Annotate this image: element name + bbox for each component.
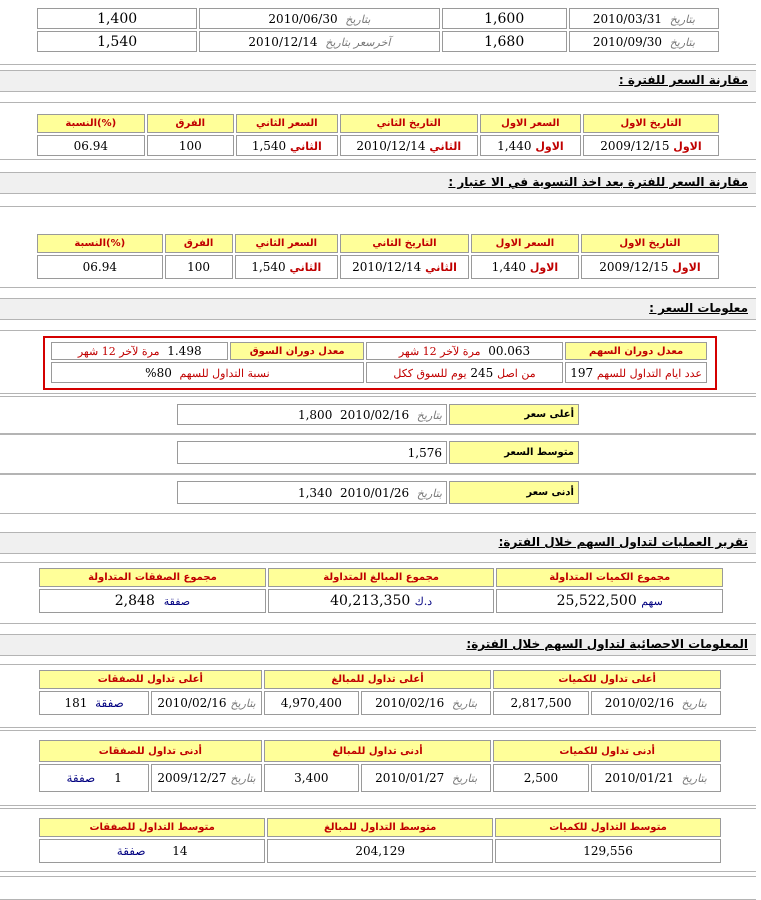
table-row: بتاريخ 2010/01/21 2,500 بتاريخ 2010/01/27 3,400 بتاريخ 2009/12/27 1 صفقة [39,764,721,792]
average-price-table [175,439,581,466]
compare-table [35,112,721,158]
stock-turnover-label: معدل دوران السهم [565,342,707,360]
table-header-row [39,568,723,587]
highest-price-table [175,402,581,427]
col-header: متوسط التداول للمبالغ [267,818,493,837]
section-header-operations [0,532,756,554]
col-header: متوسط التداول للصفقات [39,818,265,837]
adjusted-compare-table [35,232,721,281]
table-row: أدنى سعر بتاريخ 2010/01/26 1,340 [177,481,579,504]
col-header: السعر الاول [480,114,581,133]
stats-high-table [37,668,723,717]
table-row: بتاريخ 2010/02/16 2,817,500 بتاريخ 2010/02/16 4,970,400 بتاريخ 2010/02/16 صفقة 181 [39,691,721,715]
average-price-value: 1,576 [177,441,447,464]
section-title: تقرير العمليات لتداول السهم خلال الفترة: [498,535,748,549]
section-title: المعلومات الاحصائية لتداول السهم خلال الفترة: [466,637,748,651]
col-header: السعر الثاني [236,114,338,133]
table-header-row [39,818,721,837]
table-header-row [39,740,721,762]
highest-price-label: أعلى سعر [449,404,579,425]
col-header: التاريخ الثاني [340,114,478,133]
table-row: 129,556 204,129 14 صفقة [39,839,721,863]
section-title: مقارنة السعر للفترة : [618,73,748,87]
date-value: 2010/09/30 [592,34,663,49]
col-header: أعلى تداول للصفقات [39,670,262,689]
col-header: أدنى تداول للكميات [493,740,721,762]
turnover-table [49,340,709,385]
table-row: معدل دوران السهم 00.063 مرة لآخر 12 شهر معدل دوران السوق 1.498 مرة لآخر 12 شهر [51,342,707,360]
diff-value: 100 [147,135,234,156]
col-header: (%)النسبة [37,114,145,133]
lowest-price-table [175,479,581,506]
price-value: 1,680 [442,31,567,52]
operations-table [37,566,725,615]
section-header-compare [0,70,756,92]
price-value: 1,540 [37,31,197,52]
section-title: مقارنة السعر للفترة بعد اخذ التسوية في الا عتبار : [448,175,748,189]
col-header: الفرق [147,114,234,133]
section-title: معلومات السعر : [649,301,748,315]
date-value: 2010/12/14 [248,34,318,49]
col-header: السعر الاول [471,234,579,253]
table-header-row [39,670,721,689]
bottom-band [0,876,756,900]
col-header: التاريخ الثاني [340,234,469,253]
pct-value: 06.94 [37,255,163,279]
table-row [37,8,719,29]
table-row: أعلى سعر بتاريخ 2010/02/16 1,800 [177,404,579,425]
table-row: الاول 2009/12/15 الاول 1,440 الثاني 2010/12/14 الثاني 1,540 100 06.94 [37,135,719,156]
lowest-price-label: أدنى سعر [449,481,579,504]
col-header: (%)النسبة [37,234,163,253]
col-header: متوسط التداول للكميات [495,818,721,837]
col-header: مجموع المبالغ المتداولة [268,568,494,587]
last-price-label: آخرسعر بتاريخ [325,35,391,49]
table-header-row [37,114,719,133]
table-row [37,31,719,52]
table-header-row [37,234,719,253]
market-turnover-label: معدل دوران السوق [230,342,363,360]
table-row: عدد ايام التداول للسهم 197 من اصل 245 يوم للسوق ككل نسبة التداول للسهم 80% [51,362,707,383]
date-label: بتاريخ [345,12,371,26]
col-header: أدنى تداول للمبالغ [264,740,492,762]
col-header: التاريخ الاول [581,234,719,253]
stats-low-table [37,738,723,794]
section-header-adjusted [0,172,756,194]
section-header-info [0,298,756,320]
col-header: أعلى تداول للمبالغ [264,670,492,689]
price-history-table [35,6,721,54]
diff-value: 100 [165,255,233,279]
col-header: التاريخ الاول [583,114,719,133]
table-row: سهم 25,522,500 د.ك 40,213,350 صفقة 2,848 [39,589,723,613]
section-header-statistics [0,634,756,656]
date-label: بتاريخ [669,35,695,49]
date-label: بتاريخ [669,12,695,26]
stats-avg-table [37,816,723,865]
pct-value: 06.94 [37,135,145,156]
col-header: أعلى تداول للكميات [493,670,721,689]
col-header: السعر الثاني [235,234,338,253]
price-value: 1,400 [37,8,197,29]
date-value: 2010/06/30 [268,11,338,26]
col-header: الفرق [165,234,233,253]
price-value: 1,600 [442,8,567,29]
col-header: مجموع الكميات المتداولة [496,568,723,587]
col-header: أدنى تداول للصفقات [39,740,262,762]
table-row [177,441,579,464]
average-price-label: متوسط السعر [449,441,579,464]
date-value: 2010/03/31 [592,11,663,26]
col-header: مجموع الصفقات المتداولة [39,568,266,587]
table-row: الاول 2009/12/15 الاول 1,440 الثاني 2010/12/14 الثاني 1,540 100 06.94 [37,255,719,279]
